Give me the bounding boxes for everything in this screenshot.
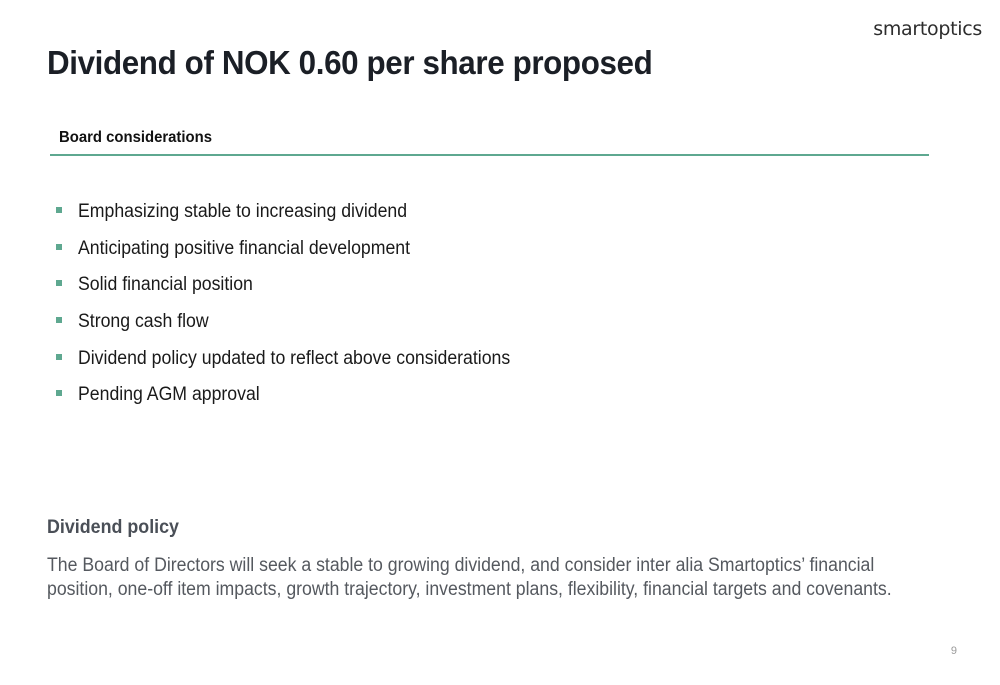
list-item-text: Strong cash flow	[78, 311, 209, 333]
list-item-text: Pending AGM approval	[78, 384, 260, 406]
list-item	[56, 377, 543, 414]
square-bullet-icon	[56, 354, 62, 360]
section-divider	[50, 154, 929, 156]
square-bullet-icon	[56, 244, 62, 250]
list-item	[56, 194, 543, 231]
list-item	[56, 231, 543, 268]
list-item-text: Anticipating positive financial development	[78, 237, 411, 259]
square-bullet-icon	[56, 280, 62, 286]
square-bullet-icon	[56, 390, 62, 396]
page-number: 9	[950, 645, 957, 657]
board-considerations-heading: Board considerations	[59, 129, 212, 146]
list-item	[56, 340, 543, 377]
list-item	[56, 267, 543, 304]
square-bullet-icon	[56, 317, 62, 323]
list-item-text: Dividend policy updated to reflect above considerations	[78, 347, 511, 369]
board-considerations-list	[56, 194, 543, 414]
square-bullet-icon	[56, 207, 62, 213]
list-item-text: Solid financial position	[78, 274, 253, 296]
company-logo: smartoptics	[873, 18, 982, 40]
list-item-text: Emphasizing stable to increasing dividend	[78, 201, 408, 223]
dividend-policy-heading: Dividend policy	[47, 517, 179, 538]
page-title: Dividend of NOK 0.60 per share proposed	[47, 44, 653, 81]
list-item	[56, 304, 543, 341]
dividend-policy-text: The Board of Directors will seek a stable to growing dividend, and consider inter alia Smartoptics’ financial position, one-off item impacts, growth trajectory, investment plans, flexibility, financial targets and covenants.	[47, 555, 892, 600]
